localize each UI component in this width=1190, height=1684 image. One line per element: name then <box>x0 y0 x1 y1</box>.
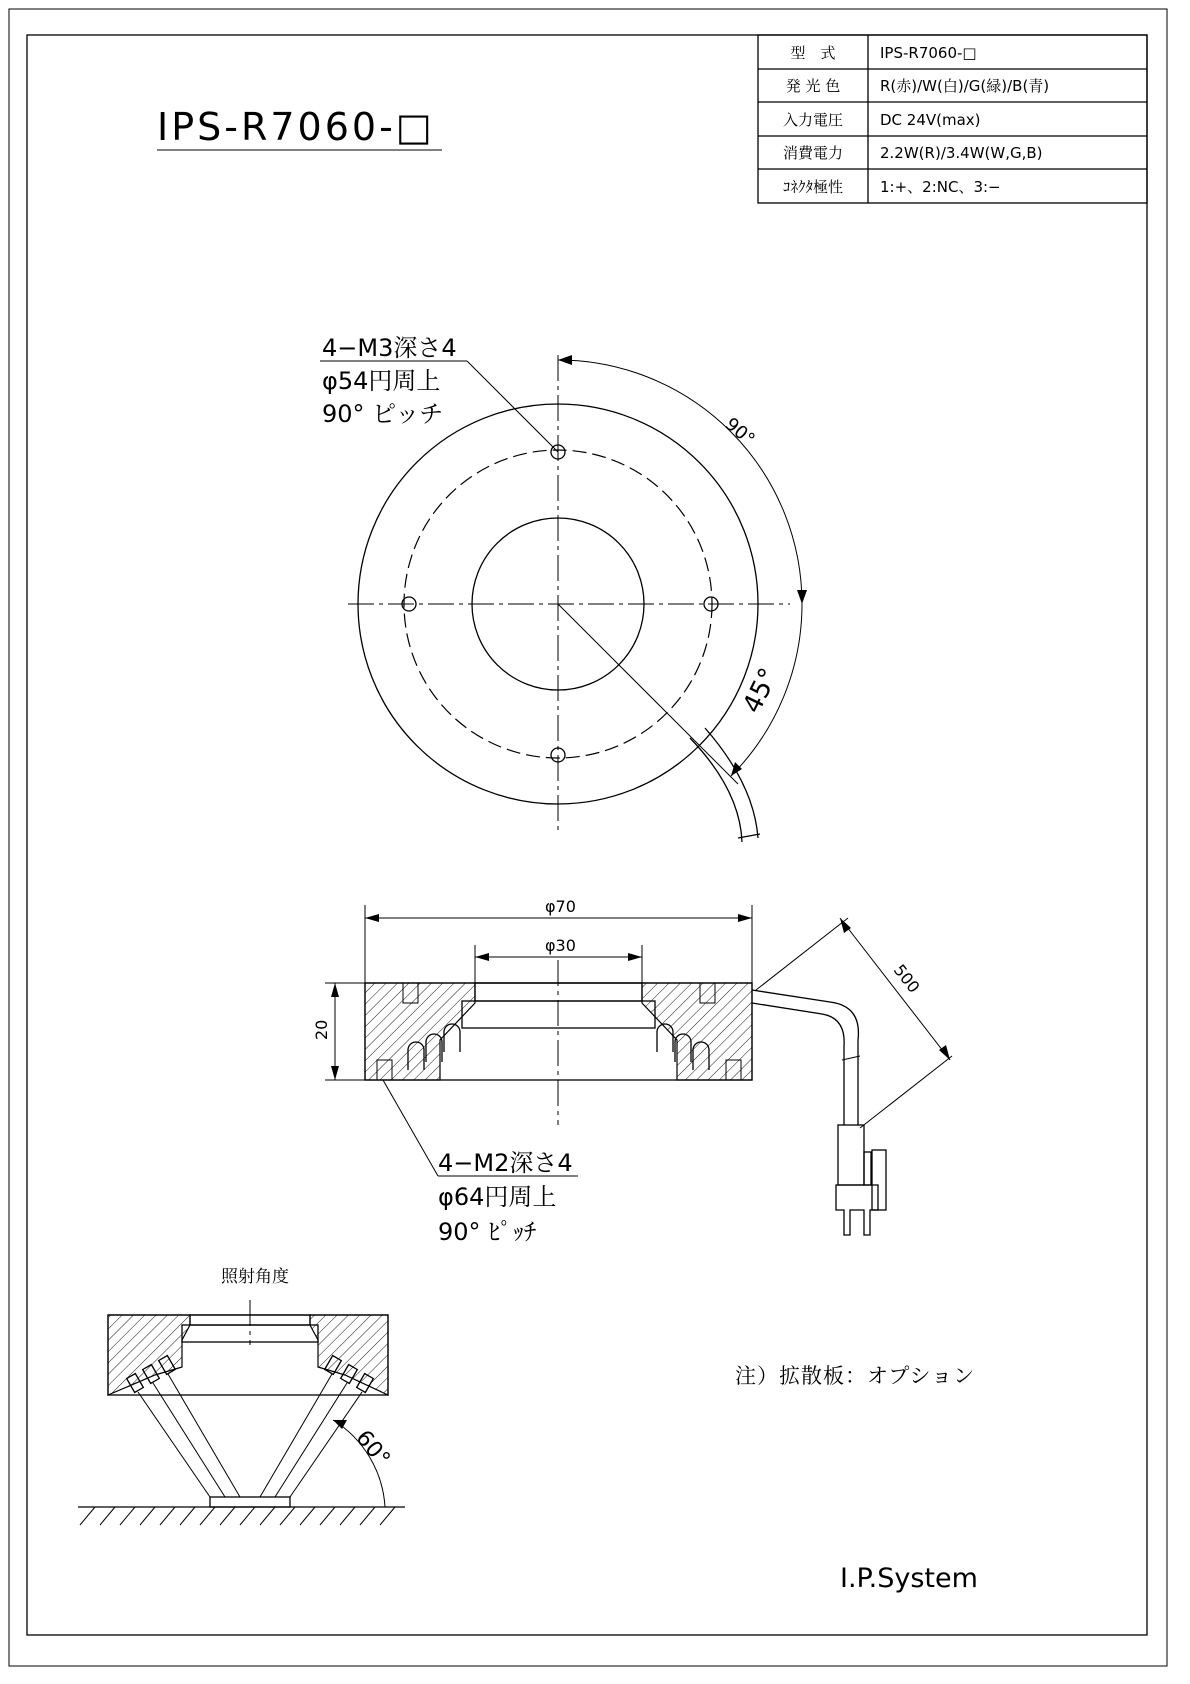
tap-note: 4−M3深さ4 <box>322 334 457 362</box>
side-leader-line <box>383 1080 438 1176</box>
connector <box>836 1125 886 1235</box>
spec-label: 入力電圧 <box>782 111 844 129</box>
spec-table <box>758 35 1147 203</box>
spec-value: 2.2W(R)/3.4W(W,G,B) <box>880 144 1043 162</box>
side-view <box>312 897 952 1246</box>
light-beams <box>138 1374 362 1497</box>
dim-cable-line <box>840 918 950 1060</box>
angle-90-arc <box>558 360 802 604</box>
angle-45-label: 45° <box>737 663 785 719</box>
body-right-section <box>642 983 752 1080</box>
spec-label: 消費電力 <box>782 144 844 162</box>
spec-label: 発 光 色 <box>785 77 841 95</box>
cable-line <box>690 738 742 842</box>
drawing-title <box>157 105 442 150</box>
svg-text:IPS-R7060-□: IPS-R7060-□ <box>157 105 435 149</box>
tap-note: 90° ピッチ <box>322 400 444 428</box>
angle-60-label: 60° <box>350 1425 395 1472</box>
tap-note: φ54円周上 <box>322 367 441 395</box>
outer-border <box>9 9 1167 1666</box>
side-tap-note: φ64円周上 <box>438 1183 557 1211</box>
work-piece <box>210 1497 290 1507</box>
dim-cable-label: 500 <box>889 960 924 997</box>
spec-label: 型 式 <box>790 44 836 62</box>
top-view <box>320 334 807 842</box>
angle-view <box>78 1267 405 1525</box>
company-name: I.P.System <box>840 1563 978 1594</box>
spec-label: ｺﾈｸﾀ極性 <box>782 178 844 196</box>
diffuser-note: 注）拡散板：オプション <box>735 1364 976 1388</box>
angle-45-line <box>558 604 738 784</box>
spec-value: R(赤)/W(白)/G(緑)/B(青) <box>880 77 1050 95</box>
side-tap-note: 4−M2深さ4 <box>438 1149 573 1177</box>
spec-value: DC 24V(max) <box>880 111 981 129</box>
dim-outer-label: φ70 <box>545 897 576 916</box>
ground-hatch <box>80 1507 395 1525</box>
dim-inner-label: φ30 <box>545 936 576 955</box>
leader-line <box>467 361 558 452</box>
body-left-section <box>365 983 475 1080</box>
angle-view-heading: 照射角度 <box>221 1267 289 1287</box>
spec-value: 1:+、2:NC、3:− <box>880 178 1001 196</box>
dim-height-label: 20 <box>312 1019 331 1040</box>
spec-value: IPS-R7060-□ <box>880 44 977 62</box>
side-cable <box>752 990 858 1125</box>
side-tap-note: 90° ﾋﾟｯﾁ <box>438 1218 537 1246</box>
angle-90-label: 90° <box>720 413 759 451</box>
